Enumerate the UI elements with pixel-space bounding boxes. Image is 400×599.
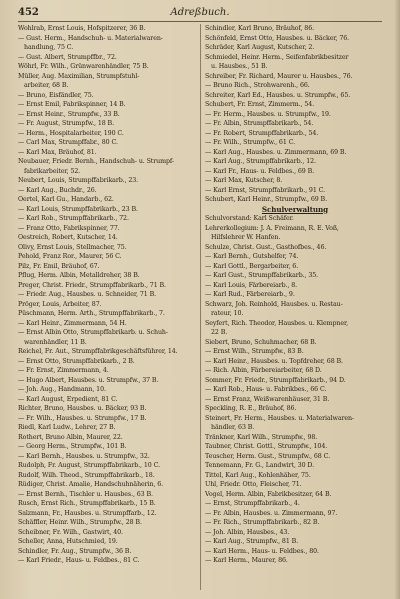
directory-entry: Schreiter, Karl Ed., Hausbes. u. Strumpfw., 65.: [205, 91, 351, 99]
directory-entry: Sommer, Fr. Friedr., Strumpffabrikarb., 94 D.: [205, 376, 346, 384]
directory-entry: — Karl Gottl., Bergarbeiter, 6.: [205, 262, 299, 270]
left-column: [18, 24, 198, 594]
right-column: [205, 24, 385, 594]
directory-entry: — Georg Herm., Strumpfw., 101 B.: [18, 443, 127, 450]
directory-entry: — Fr. Wilh., Strumpfw., 61 C.: [205, 139, 296, 146]
directory-entry: — Rich. Albin, Färbereiarbeiter, 68 D.: [205, 367, 322, 374]
directory-entry: Olivy, Ernst Louis, Stellmacher, 75.: [18, 243, 127, 251]
directory-entry: Rudolf, Wilh. Theod., Strumpffabrikarb., 18.: [18, 471, 155, 479]
directory-entry: Uhl, Friedr. Otto, Fleischer, 71.: [205, 481, 302, 488]
directory-entry: — Fr. Albin, Hausbes. u. Zimmermann, 97.: [205, 509, 338, 517]
directory-entry: — Karl Aug., Strumpfw., 81 B.: [205, 538, 299, 545]
directory-entry: — Ernst Bernh., Tischler u. Hausbes., 63 B.: [18, 490, 153, 498]
directory-entry: — Karl August, Erpedient, 81 C.: [18, 395, 118, 403]
directory-entry: Steinert, Fr. Herm., Hausbes. u. Materialwaren-: [205, 414, 355, 422]
directory-entry: Speckling, R. E., Bräuhof, 86.: [205, 405, 297, 412]
directory-entry: — Ernst Albin Otto, Strumpffabrikarb. u. Schuh-: [18, 329, 168, 336]
directory-entry: Neubert, Louis, Strumpffabrikarb., 23.: [18, 177, 139, 184]
directory-entry: — Fr. Ernst, Zimmermann, 4.: [18, 367, 109, 374]
directory-entry: Schulze, Christ. Gust., Gasthofbes., 46.: [205, 243, 327, 251]
directory-entry: — Fr. Rich., Strumpffabrikarb., 82 B.: [205, 519, 320, 526]
directory-entry: Schreiber, Fr. Richard, Maurer u. Hausbes., 76.: [205, 72, 353, 80]
directory-entry: — Joh. Albin, Hausbes., 43.: [205, 528, 290, 536]
directory-entry: — Karl Fr., Haus- u. Feldbes., 69 B.: [205, 167, 315, 175]
directory-entry: Rothert, Bruno Albin, Maurer, 22.: [18, 433, 123, 441]
directory-entry: — Carl Max, Strumpffabr., 80 C.: [18, 139, 118, 146]
directory-entry: Scheibner, Fr. Wilh., Gastwirt, 40.: [18, 528, 123, 536]
directory-entry: Hilfslehrer W. Hanfen.: [211, 234, 281, 241]
directory-entry: — Karl Max, Kutscher, 8.: [205, 177, 283, 184]
directory-entry: — Ernst Franz, Weißwarenhäuser, 31 B.: [205, 395, 330, 403]
directory-entry: Lehrerkollegium: J. A. Freimann, R. E. Voß,: [205, 224, 339, 232]
directory-entry: Reichel, Fr. Aut., Strumpffabrikgeschäftsführer, 14.: [18, 348, 178, 355]
directory-entry: Neubauer, Friedr. Bernh., Handschuh- u. Strumpf-: [18, 158, 174, 165]
directory-entry: u. Hausbes., 51 B.: [211, 63, 268, 70]
directory-entry: Pilz, Fr. Emil, Bräuhof, 67.: [18, 262, 100, 270]
directory-entry: — Ernst Wilh., Strumpfw., 83 B.: [205, 348, 304, 355]
directory-entry: Seyfert, Rich. Theodor, Hausbes. u. Klempner,: [205, 319, 349, 327]
header-rule: [18, 21, 382, 22]
directory-entry: Pröger, Louis, Arbeiter, 87.: [18, 300, 102, 308]
directory-entry: — Gust. Herm., Handschuh- u. Materialwaren-: [18, 34, 163, 42]
directory-entry: Schubert, Fr. Ernst, Zimmerm., 54.: [205, 101, 315, 108]
directory-entry: — Karl Bernh., Hausbes. u. Strumpfw., 32.: [18, 452, 150, 460]
directory-entry: Oestreich, Robert, Kutscher, 14.: [18, 234, 118, 241]
directory-entry: Oertel, Karl Gu., Handarb., 62.: [18, 196, 114, 203]
directory-entry: — Fr. Wilh., Hausbes. u. Strumpfw., 17 B.: [18, 414, 147, 422]
directory-entry: Püschmann, Herm. Arth., Strumpffabrikarb., 7.: [18, 310, 165, 317]
directory-entry: — Karl Heinr., Zimmermann, 54 H.: [18, 319, 127, 327]
directory-entry: — Hugo Albert, Hausbes. u. Strumpfw., 37 B.: [18, 376, 159, 384]
directory-entry: rateur, 10.: [211, 310, 244, 317]
directory-entry: — Karl Max, Bräuhof, 81.: [18, 148, 97, 156]
directory-entry: Pflug, Herm. Albin, Metalldreher, 38 B.: [18, 272, 140, 279]
directory-entry: arbeiter, 68 B.: [24, 82, 69, 89]
directory-entry: Teuscher, Herm. Gust., Strumpfw., 68 C.: [205, 452, 331, 460]
directory-entry: Riedl, Karl Ludw., Lehrer, 27 B.: [18, 424, 116, 431]
directory-entry: händler, 63 B.: [211, 424, 255, 431]
directory-entry: Wohlrab, Ernst Louis, Hofspitzerer, 36 B.: [18, 25, 146, 32]
directory-entry: — Karl Aug., Strumpffabrikarb., 12.: [205, 158, 316, 165]
directory-entry: Vogel, Herm. Albin, Fabrikbesitzer, 64 B.: [205, 490, 332, 498]
directory-entry: — Ernst Otto, Strumpffabrikarb., 2 B.: [18, 357, 135, 365]
directory-entry: Scheller, Anna, Hutschmied, 19.: [18, 538, 118, 545]
page-number: 452: [18, 7, 39, 18]
directory-entry: — Karl Rud., Färbereiarb., 9.: [205, 291, 295, 298]
directory-entry: — Karl Aug., Buchdr., 26.: [18, 186, 97, 194]
directory-entry: — Franz Otto, Fabrikspinner, 77.: [18, 224, 120, 232]
directory-entry: — Gust. Albert, Strumpffbr., 72.: [18, 53, 117, 61]
directory-entry: — Karl Louis, Strumpffabrikarb., 23 B.: [18, 205, 138, 213]
directory-entry: Taubner, Christ. Gottl., Strumpfw., 104.: [205, 443, 328, 450]
directory-entry: Tennemann, Fr. G., Landwirt, 30 D.: [205, 462, 315, 469]
directory-entry: — Karl Aug., Hausbes. u. Zimmermann, 69 B.: [205, 148, 347, 156]
directory-entry: — Ernst, Strumpffabrikarb., 4.: [205, 500, 300, 507]
directory-entry: Rüdiger, Christ. Amalie, Handschuhnäherin, 6.: [18, 481, 164, 488]
directory-entry: Schönfeld, Ernst Otto, Hausbes. u. Bäcker, 76.: [205, 34, 350, 42]
directory-entry: Richter, Bruno, Hausbes. u. Bäcker, 93 B.: [18, 405, 147, 412]
directory-entry: Schmiedel, Heinr. Herm., Seifenfabrikbesitzer: [205, 53, 349, 61]
directory-entry: Schubert, Karl Heinr., Strumpfw., 69 B.: [205, 196, 327, 203]
directory-entry: — Karl Herm., Maurer, 86.: [205, 557, 288, 564]
directory-entry: Schindler, Karl Bruno, Bräuhof, 86.: [205, 25, 315, 32]
directory-entry: Wöhrl, Fr. Wilh., Grünwarenhändler, 75 B.: [18, 63, 149, 70]
directory-entry: Schindler, Fr. Aug., Strumpfw., 36 B.: [18, 547, 132, 555]
directory-entry: handlung, 75 C.: [24, 44, 74, 51]
directory-entry: Rudolph, Fr. August, Strumpffabrikarb., 10 C.: [18, 462, 160, 469]
directory-entry: — Fr. Herm., Hausbes. u. Strumpfw., 19.: [205, 110, 331, 118]
directory-entry: — Ernst Heinr., Strumpfw., 33 B.: [18, 110, 120, 118]
directory-entry: — Fr. Albin, Strumpffabrikarb., 54.: [205, 120, 314, 127]
directory-entry: — Karl Rob., Strumpffabrikarb., 72.: [18, 215, 129, 222]
directory-entry: — Fr. Robert, Strumpffabrikarb., 54.: [205, 129, 319, 137]
directory-entry: Schulverwaltung: [261, 204, 329, 214]
directory-entry: — Bruno Rich., Strohwarenh., 66.: [205, 82, 310, 89]
running-title: Adreßbuch.: [170, 7, 230, 18]
directory-entry: — Joh. Aug., Handmann, 10.: [18, 386, 106, 393]
directory-entry: Siebert, Bruno, Schuhmacher, 68 B.: [205, 338, 317, 346]
column-divider: [200, 24, 201, 590]
page-header: [18, 6, 382, 20]
directory-entry: fabrikarbeiter, 52.: [24, 167, 81, 175]
directory-entry: — Friedr. Aug., Hausbes. u. Schneider, 71 B.: [18, 291, 157, 298]
directory-entry: — Karl Herm., Haus- u. Feldbes., 80.: [205, 547, 319, 555]
directory-entry: — Karl Louis, Färbereiarb., 8.: [205, 281, 298, 289]
directory-entry: — Bruno, Eisfändler, 75.: [18, 91, 94, 99]
directory-entry: Schulvorstand: Karl Schäfer.: [205, 215, 294, 222]
directory-entry: warenhändler, 11 B.: [24, 338, 87, 346]
directory-entry: Schräder, Karl August, Kutscher, 2.: [205, 44, 315, 51]
directory-entry: — Karl Ernst, Strumpffabrikarb., 91 C.: [205, 186, 326, 194]
directory-entry: Tränkner, Karl Wilh., Strumpfw., 98.: [205, 433, 318, 441]
directory-entry: — Karl Bernh., Gutshelfer, 74.: [205, 253, 299, 260]
directory-entry: — Karl Heinr., Hausbes. u. Topfdreher, 68 B.: [205, 357, 343, 365]
directory-entry: — Karl Friedr., Haus- u. Feldbes., 81 C.: [18, 557, 140, 564]
directory-entry: Müller, Aug. Maximilian, Strumpfstuhl-: [18, 72, 140, 80]
directory-entry: Pehold, Franz Ror., Maurer, 56 C.: [18, 253, 122, 260]
directory-entry: — Karl Gust., Strumpffabrikarb., 35.: [205, 272, 319, 279]
directory-entry: Rusch, Ernst Rich., Strumpffabrikarb., 15 B.: [18, 500, 156, 507]
directory-entry: — Herm., Hospitalarbeiter, 190 C.: [18, 129, 124, 137]
directory-entry: — Ernst Emil, Fabrikspinner, 14 B.: [18, 101, 126, 108]
directory-entry: 22 B.: [211, 329, 228, 336]
directory-entry: Tittel, Karl Aug., Kohlenhäher, 75.: [205, 471, 311, 479]
page-edge-shadow: [394, 0, 400, 599]
directory-entry: — Fr. August, Strumpfw., 18 B.: [18, 120, 114, 127]
directory-entry: Preger, Christ. Friedr., Strumpffabrikarb., 71 B.: [18, 281, 166, 289]
directory-entry: Schwarz, Joh. Reinhold, Hausbes. u. Restau-: [205, 300, 343, 308]
directory-entry: Salzmann, Fr., Hausbes. u. Strumpffarb., 12.: [18, 509, 157, 517]
directory-entry: Schäffler, Heinr. Wilh., Strumpfw., 28 B.: [18, 519, 142, 526]
directory-entry: — Karl Rob., Haus- u. Fabrikbes., 66 C.: [205, 386, 327, 393]
